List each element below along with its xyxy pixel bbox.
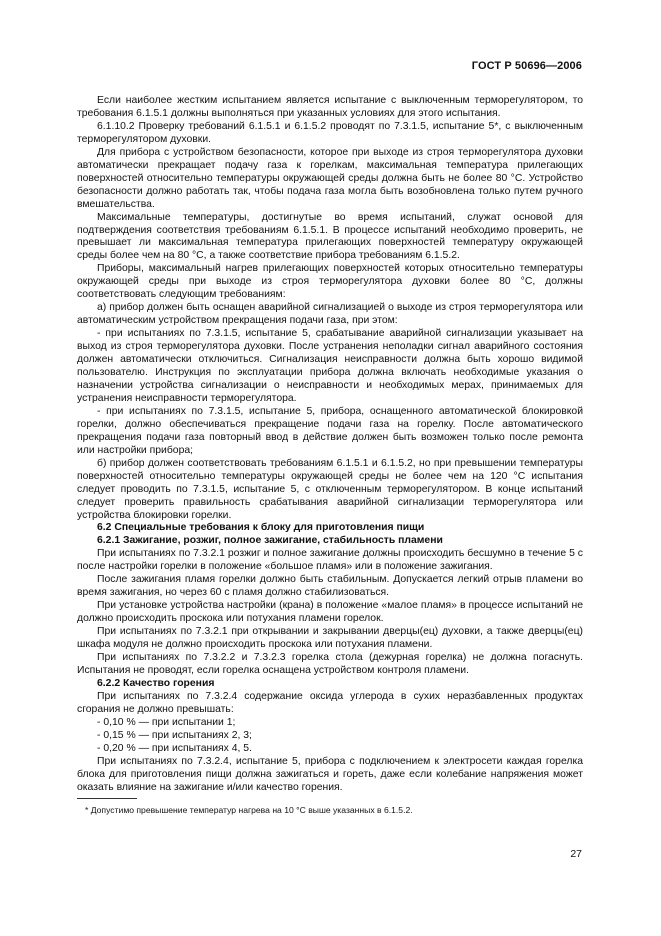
paragraph: - при испытаниях по 7.3.1.5, испытание 5, срабатывание аварийной сигнализации указывает на выход из строя терморегулятора духовки. После устранения неполадки сигнал аварийного состояния должен автоматически отключиться. Сигнализация неисправности должна быть хорошо видимой пользователю. Инструкция по эксплуатации прибора должна включать необходимые указания о назначении устройства сигнализации о неисправности и необходимых мерах, принимаемых для устранения неисправности терморегулятора. [77, 328, 583, 404]
paragraph: Приборы, максимальный нагрев прилегающих поверхностей которых относительно температуры окружающей среды при выходе из строя терморегулятора духовки более 80 °С, должны соответствовать следующим требованиям: [77, 263, 583, 301]
standard-header: ГОСТ Р 50696—2006 [471, 60, 582, 72]
paragraph: 6.1.10.2 Проверку требований 6.1.5.1 и 6.1.5.2 проводят по 7.3.1.5, испытание 5*, с выключенным терморегулятором духовки. [77, 120, 583, 145]
paragraph: При испытаниях по 7.3.2.4 содержание оксида углерода в сухих неразбавленных продуктах сгорания не должно превышать: [77, 690, 583, 715]
paragraph: При испытаниях по 7.3.2.2 и 7.3.2.3 горелка стола (дежурная горелка) не должна погаснуть. Испытания не проводят, если горелка оснащена устройством контроля пламени. [77, 651, 583, 676]
paragraph: При испытаниях по 7.3.2.4, испытание 5, прибора с подключением к электросети каждая горелка блока для приготовления пищи должна зажигаться и гореть, даже если колебание напряжения может оказать влияние на зажигание и/или качество горения. [77, 755, 583, 793]
section-heading: 6.2 Специальные требования к блоку для приготовления пищи [97, 522, 425, 534]
paragraph: а) прибор должен быть оснащен аварийной сигнализацией о выходе из строя терморегулятора или автоматическим устройством прекращения подачи газа, при этом: [77, 302, 583, 327]
footnote-divider [77, 798, 137, 799]
footnote: * Допустимо превышение температур нагрева на 10 °С выше указанных в 6.1.5.2. [85, 805, 413, 815]
paragraph: Если наиболее жестким испытанием является испытание с выключенным терморегулятором, то требования 6.1.5.1 должны выполняться при указанных условиях для этого испытания. [77, 95, 583, 119]
page-number: 27 [570, 848, 582, 860]
paragraph: - при испытаниях по 7.3.1.5, испытание 5, прибора, оснащенного автоматической блокировкой горелки, должно обеспечиваться прекращение подачи газа на горелку. После автоматического прекращения подачи газа повторный ввод в действие должен быть возможен только после ремонта или настройки прибора; [77, 405, 583, 456]
paragraph: При испытаниях по 7.3.2.1 при открывании и закрывании дверцы(ец) духовки, а также дверцы(ец) шкафа модуля не должно происходить проскока или потухания пламени. [77, 626, 583, 651]
paragraph: Для прибора с устройством безопасности, которое при выходе из строя терморегулятора духовки автоматически прекращает подачу газа к горелкам, максимальная температура прилегающих поверхностей относительно температуры окружающей среды должна быть не более 80 °С. Устройство безопасности должно работать так, чтобы подача газа могла быть возобновлена только путем ручного вмешательства. [77, 146, 583, 210]
paragraph: Максимальные температуры, достигнутые во время испытаний, служат основой для подтверждения соответствия требованиям 6.1.5.1. В процессе испытаний необходимо проверить, не превышает ли максимальная температура прилегающих поверхностей температуру окружающей среды более чем на 80 °С, а также соответствие прибора требованиям 6.1.5.2. [77, 211, 583, 262]
list-item: - 0,10 % — при испытании 1; [97, 716, 236, 728]
paragraph: При установке устройства настройки (крана) в положение «малое пламя» в процессе испытаний не должно происходить проскока или потухания пламени горелок. [77, 600, 583, 625]
list-item: - 0,20 % — при испытаниях 4, 5. [97, 742, 252, 754]
paragraph: После зажигания пламя горелки должно быть стабильным. Допускается легкий отрыв пламени во время зажигания, но через 60 с пламя должно стабилизоваться. [77, 574, 583, 599]
body-text [77, 95, 583, 794]
list-item: - 0,15 % — при испытаниях 2, 3; [97, 729, 252, 741]
subsection-heading: 6.2.1 Зажигание, розжиг, полное зажигание, стабильность пламени [97, 535, 443, 547]
paragraph: При испытаниях по 7.3.2.1 розжиг и полное зажигание должны происходить бесшумно в течение 5 с после настройки горелки в положение «большое пламя» или в положение зажигания. [77, 548, 583, 573]
subsection-heading: 6.2.2 Качество горения [97, 677, 215, 689]
paragraph: б) прибор должен соответствовать требованиям 6.1.5.1 и 6.1.5.2, но при превышении температуры поверхностей относительно температуры окружающей среды не более чем на 120 °С испытания следует проводить по 7.3.1.5, испытание 5, с отключенным терморегулятором. В конце испытаний следует проверить правильность срабатывания аварийной сигнализации терморегулятора или устройства блокировки горелки. [77, 457, 583, 521]
